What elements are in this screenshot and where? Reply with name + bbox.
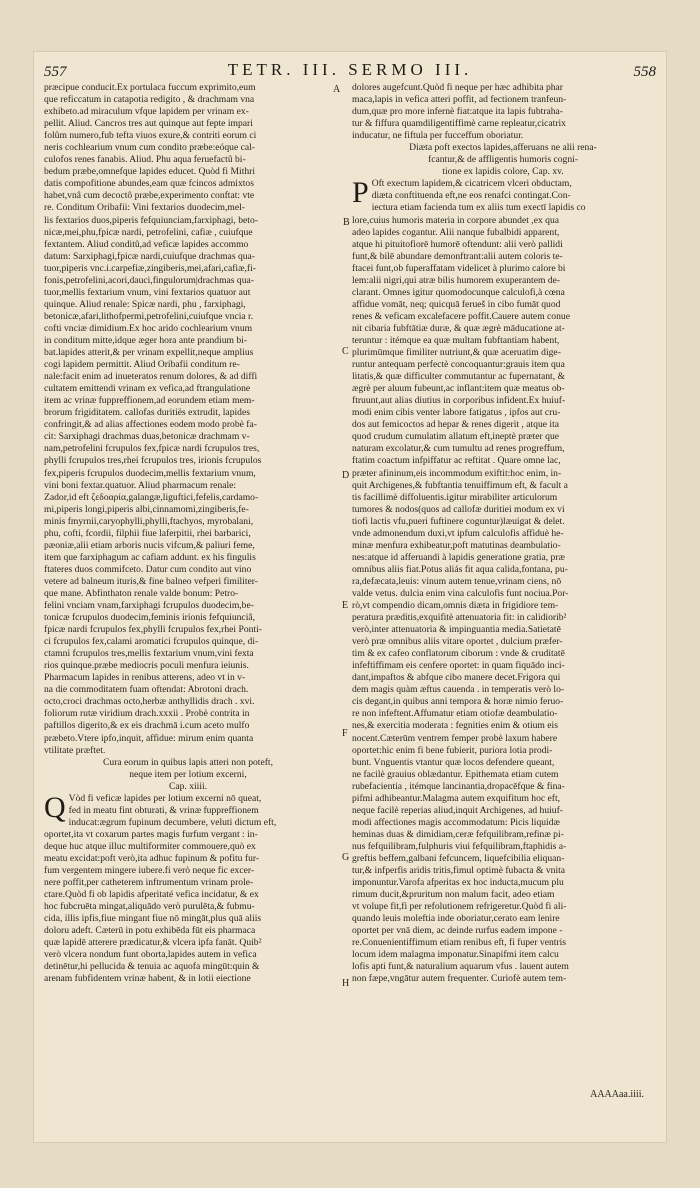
text-line: pifmi adhibeantur.Malagma autem exquifitum hoc eft,	[352, 792, 561, 804]
text-line: oportet per vnā diem, ac deinde rurfus eadem impone -	[352, 925, 563, 937]
text-line: paftillos digerito,& ex eis drachmā i.cum aceto mulfo	[44, 720, 250, 732]
text-line: affidue vomāt, neq; quicquā ferueš in cibo fumāt quod	[352, 298, 561, 310]
text-line: ra,defæcata,leuis: vinum autem tenue,vrinam ciens, nō	[352, 575, 562, 587]
text-line: nam,petrofelini fcrupulos fex,fpicæ nardi fcrupulos tres,	[44, 443, 260, 455]
text-line: teruntur : itémque ea quæ multam fubftantiam habent,	[352, 334, 560, 346]
text-line: que reficcatum in catapotia redigito , & drachmam vna	[44, 94, 255, 106]
text-line: phu, cofti, fcordii, filphii fiue laferpitii, rhei barbarici,	[44, 527, 251, 539]
margin-marker-a: A	[333, 84, 341, 95]
text-line: tur,& infperfis aridis tritis,fimul optimè fubacta & vnita	[352, 865, 566, 877]
text-line: oportet,ita vt coxarum partes magis furfum vergant : in-	[44, 828, 258, 840]
text-line: ne facilè grauius oblædantur. Epithemata etiam cutem	[352, 768, 559, 780]
text-line: omnibus aliis fiat.Potus aliás fit aqua calida,fontana, pu-	[352, 563, 568, 575]
text-line: tumores & nodos(quos ad callofæ duritiei modum ex vi	[352, 503, 565, 515]
text-line: item que farxiphagum ac cafiam addunt. ex his fingulis	[44, 551, 256, 563]
chapter-title-line: neque item per lotium excerni,	[129, 768, 247, 780]
text-line: quæ lapidē atterere prædicatur,& vlcera ipfa fanāt. Quib²	[44, 937, 262, 949]
text-line: nale:facit enim ad inueteratos renum dolores, & ad diffi	[44, 371, 258, 383]
text-line: tim & ex cafeo conflatorum ciborum : vnde & cruditatē	[352, 648, 565, 660]
text-line: runtur antequam perfectè concoquantur:grauis item qua	[352, 359, 565, 371]
text-line: dolores augefcunt.Quòd fi neque per hæc adhibita phar	[352, 82, 563, 93]
text-line: dem magis quàm æftus cauenda . in temperatis verò lo-	[352, 684, 565, 696]
margin-marker-b: B	[343, 217, 350, 228]
text-line: dant,impaftos & abfque cibo manere decet.Frigora qui	[352, 672, 561, 684]
text-line: dos aut femicoctos ad hepar & renes digerit , atque ita	[352, 419, 559, 431]
text-line: vnde admonendum duxi,vt ipfum calculofis affiduè he-	[352, 527, 564, 539]
text-line: minis fmyrnii,caryophylli,phylli,ftachyos, myrobalani,	[44, 515, 254, 527]
book-page	[34, 52, 666, 1142]
text-line: bat.lapides atterit,& per vrinam expellit,neque amplius	[44, 347, 254, 359]
text-line: non fæpe,vngātur autem frequenter. Curiofè autem tem-	[352, 973, 567, 985]
margin-marker-g: G	[342, 852, 350, 863]
text-line: tis facillimè diffoluentis.igitur mirabiliter articulorum	[352, 491, 558, 503]
text-line: ctare.Quòd fi ob lapidis afperitaté vefica incidatur, & ex	[44, 889, 259, 901]
text-line: modi enim cibis venter labore fatigatus , ipfos aut cru-	[352, 407, 561, 419]
text-line: re.Conuenientiffimum etiam renibus eft, fi fuper ventris	[352, 937, 567, 949]
text-line: præcipue conducit.Ex portulaca fuccum exprimito,eum	[44, 82, 256, 93]
text-line: ci fcrupulos fex,calami aromatici fcrupulos quinque, di-	[44, 636, 259, 648]
text-line: neque facilè reperias aliud,inquit Archigenes, ad huiuf-	[352, 804, 563, 816]
text-line: quando leuis moleftia inde oboriatur,cerato eam lenire	[352, 913, 560, 925]
text-line: ftruunt,aut alias diutius in corporibus infident.Ex huiuf-	[352, 395, 566, 407]
right-paragraph-1	[352, 82, 654, 142]
text-line: detinētur,hi pellucida & tenuia ac aquofa mingūt:quin &	[44, 961, 260, 973]
text-line: fed in meatu fint obturati, & vrinæ fuppreffionem	[68, 804, 259, 816]
text-line: confringit,& ad alias affectiones eodem modo probè fa-	[44, 419, 257, 431]
text-line: maca,lapis in vefica atteri poffit, ad fectionem tranfeun-	[352, 94, 567, 106]
text-line: Oft exectum lapidem,& cicatricem vlceri obductam,	[371, 178, 572, 190]
text-line: felini vnciam vnam,farxiphagi fcrupulos duodecim,be-	[44, 600, 254, 612]
text-line: infeftiffimam eis cenfere oportet: in quam fiquādo inci-	[352, 660, 565, 672]
chapter-title-line: tione ex lapidis colore, Cap. xv.	[442, 166, 564, 178]
text-line: præbeto.Vtere ipfo,inquit, affidue: mirum enim quanta	[44, 732, 254, 744]
margin-marker-f: F	[342, 728, 348, 739]
text-line: heminas duas & dimidiam,ceræ fefquilibram,refinæ pi-	[352, 828, 564, 840]
text-line: na die commoditatem fuam oftendat: Abrotoni drach.	[44, 684, 249, 696]
text-line: rubefacientia , itémque lancinantia,dropacēfque & fina-	[352, 780, 565, 792]
text-line: octo,croci drachmas octo,herbæ anthyllidis drach . xvi.	[44, 696, 255, 708]
text-line: adeo lapides cogantur. Alii nanque fubalbidi apparent,	[352, 226, 560, 238]
text-line: tiofi lactis vfu,pueri fuftinere coguntur)læuigat & delet.	[352, 515, 565, 527]
chapter-title-line: fcantur,& de affligentis humoris cogni-	[428, 154, 578, 166]
text-line: ftateres duos commifceto. Datur cum condito aut vino	[44, 563, 252, 575]
text-line: mi,piperis longi,piperis albi,cinnamomi,zingiberis,fe-	[44, 503, 249, 515]
signature-mark: AAAAaa.iiii.	[590, 1089, 644, 1100]
text-line: pæoniæ,alii etiam arboris nucis vifcum,& paliuri feme,	[44, 539, 255, 551]
text-line: in conditum mitte,idque æger hora ante prandium bi-	[44, 334, 248, 346]
text-line: Pharmacum lapides in renibus atterens, adeo vt in v-	[44, 672, 246, 684]
text-line: clarant. Omnes igitur quomodocunque calculofi,à cœna	[352, 286, 565, 298]
chapter-title-line: Diæta poft exectos lapides,afferuans ne alii rena-	[409, 142, 597, 154]
text-line: renes & veficam excalefacere poffit.Cauere autem conue	[352, 310, 570, 322]
text-line: foliorum rutæ viridium drach.xxxii . Probè contrita in	[44, 708, 250, 720]
left-paragraph-2	[44, 790, 332, 986]
text-line: betonicæ,afari,lithofpermi,petrofelini,cuiufque vncia r.	[44, 310, 254, 322]
text-line: lore,cuius humoris materia in corpore abundet ,ex qua	[352, 214, 559, 226]
text-line: exhibeto.ad miraculum vfque lapidem per vrinam ex-	[44, 106, 249, 118]
drop-cap-q: Q	[44, 790, 66, 824]
text-line: imponuntur.Varofa afperitas ex hoc inducta,mucum plu	[352, 877, 564, 889]
text-line: datis compofitione abundes,eam quæ fcincos admixtos	[44, 178, 254, 190]
text-line: inducatur, ne fiftula per fucceffum oboriatur.	[352, 130, 524, 142]
margin-marker-c: C	[342, 346, 349, 357]
text-line: verò præ omnibus aliis vitare oportet , dulcium præfer-	[352, 636, 563, 648]
text-line: fex,piperis fcrupulos duodecim,mellis fextarium vnum,	[44, 467, 256, 479]
text-line: fonis,petrofelini,acori,dauci,fingulorum|drachmas qua-	[44, 274, 254, 286]
text-line: cit: Sarxiphagi drachmas duas,betonicæ drachmam v-	[44, 431, 250, 443]
text-line: ftatim coactum infpiffatur ac reftitat . Quare omne lac,	[352, 455, 561, 467]
text-line: oportet:hic enim fi bene fubierit, puriora lotia prodi-	[352, 744, 553, 756]
drop-cap-p: P	[352, 176, 369, 210]
text-line: dum,quæ pro more infernè fiat:atque ita lapis fubtraha-	[352, 106, 563, 118]
text-line: habet,vnâ cum decoctô præbe,experimento conftat: vte	[44, 190, 255, 202]
text-line: locum idem malagma imponatur.Sinapifmi item calcu	[352, 949, 559, 961]
margin-marker-h: H	[342, 978, 350, 989]
text-line: ægrè per aluum fubeunt,ac inflant:item quæ meatus ob-	[352, 383, 565, 395]
text-line: inducat:ægrum fupinum decumbere, veluti dictum eft,	[68, 816, 277, 828]
text-line: nit cibaria fubftātiæ duræ, & quæ ægrè māducatione at-	[352, 322, 565, 334]
text-line: bedum præbe,omnefque lapides educet. Quòd fi Mithri	[44, 166, 256, 178]
text-line: phylli fcrupulos tres,rhei fcrupulos tres, irionis fcrupulos	[44, 455, 262, 467]
text-line: quit Archigenes,& fubftantia tenuiffimum eft, & facult a	[352, 479, 568, 491]
text-line: naturam excolatur,& cum tumultu ad renes progreffum,	[352, 443, 565, 455]
text-line: atque hi pituitofiorē humorē oftendunt: alii verò pallidi	[352, 238, 563, 250]
text-line: fpicæ nardi fcrupulos fex,phylli fcrupulos fex,rhei Ponti-	[44, 624, 262, 636]
text-line: verò vlcera nondum funt oborta,lapides autem in vefica	[44, 949, 257, 961]
text-line: modi affectiones magis accommodatum: Picis liquidæ	[352, 816, 560, 828]
text-line: lis fextarios duos,piperis fefquiunciam,farxiphagi, beto-	[44, 214, 258, 226]
text-line: pellit. Aliud. Cancros tres aut quinque aut fepte impari	[44, 118, 253, 130]
text-line: verò,inter attenuatoria & impinguantia media.Satietatē	[352, 624, 561, 636]
running-title: TETR. III. SERMO III.	[227, 60, 473, 79]
text-line: nus fefquilibram,fulphuris viui fefquilibram,ftaphidis a-	[352, 840, 567, 852]
text-line: bunt. Vnguentis vtantur quæ locos defendere queant,	[352, 756, 555, 768]
chapter-15-title	[352, 142, 654, 178]
text-line: nere poffit,per catheterem inftrumentum vrinam prole-	[44, 877, 254, 889]
text-line: quod crudum cumulatim allatum eft,ineptè præter que	[352, 431, 560, 443]
text-line: hoc fubcruēta mingat,aliquādo verò purulēta,& fubmu-	[44, 901, 255, 913]
text-line: nocent.Cæterūm ventrem femper probè laxum habere	[352, 732, 558, 744]
text-line: cida, illis ipfis,fiue mingant fiue nō mingāt,plus quā aliis	[44, 913, 262, 925]
text-line: rimum ducit,&pruritum non malum facit, adeo etiam	[352, 889, 555, 901]
text-line: nes,& exercitia moderata : fegnities enim & otium eis	[352, 720, 558, 732]
text-line: fum vergentem mingere iubere.fi verò neque fic excer-	[44, 865, 255, 877]
text-line: præter afininum,eis incommodum exiftit:hoc enim, in-	[352, 467, 562, 479]
left-paragraph-1	[44, 82, 332, 757]
text-line: tuor,mellis fextarium vnum, vini fextarios quatuor aut	[44, 286, 251, 298]
text-line: tonicæ fcrupulos duodecim,feminis irionis fefquiunciâ,	[44, 612, 256, 624]
text-line: vtilitate præftet.	[44, 744, 106, 756]
text-line: re non infeftent.Affumatur etiam otiofæ deambulatio-	[352, 708, 558, 720]
text-line: ctamni fcrupulos tres,mellis fextarium vnum,vini fexta	[44, 648, 254, 660]
text-line: funt,& bilē abundare demonftrant:alii autem coloris te-	[352, 250, 563, 262]
text-line: tuor,piperis vnc.i.carpefiæ,zingiberis,mei,afari,cafiæ,fi-	[44, 262, 256, 274]
text-line: greftis beffem,galbani fefcuncem, liquefcibilia eliquan-	[352, 853, 565, 864]
text-line: fextantem. Aliud conditû,ad veficæ lapides accommo	[44, 238, 249, 250]
text-line: deque huc atque illuc multiformiter commouere,quò ex	[44, 840, 256, 852]
left-column	[44, 82, 332, 986]
text-line: lofis apti funt,& naturalium aquarum vfus . lauent autem	[352, 961, 569, 973]
text-line: re. Conditum Oribafii: Vini fextarios duodecim,mel-	[44, 202, 245, 214]
page-number-left: 557	[44, 64, 67, 80]
text-line: vt volupe fit,fi per refolutionem refrigeretur.Quòd fi ali-	[352, 901, 567, 913]
text-line: iectura etiam facienda tum ex aliis tum exectī lapidis co	[371, 202, 586, 214]
text-line: neris cochlearium vnum cum condito præbe:eóque cal-	[44, 142, 255, 154]
text-line: peratura præditis,exquifitè attenuatoria fit: in calidiorib²	[352, 612, 567, 624]
text-line: arenam fubfidentem vrinæ habent, & in lotii eiectione	[44, 973, 251, 985]
text-line: minæ menfura exhibeatur,poft matutinas deambulatio-	[352, 539, 561, 551]
chapter-title-line: Cura eorum in quibus lapis atteri non poteft,	[103, 756, 273, 768]
text-line: que mane. Abfinthaton renale valde bonum: Petro-	[44, 587, 239, 599]
text-line: tur & fiffura quamdiligentiffimè carne repleatur,cicatrix	[352, 118, 566, 130]
text-line: cis degant,in quibus anni tempora & horæ nimio feruo-	[352, 696, 564, 708]
chapter-14-title	[44, 757, 332, 793]
right-column	[352, 82, 654, 986]
text-line: diæta conftituenda eft,ne eos renafci contingat.Con-	[371, 190, 571, 202]
text-line: item ac vrinæ fuppreffionem,ad eorundem etiam mem-	[44, 395, 255, 407]
text-line: valde vetus. dulcia enim vina calculofis funt nociua.Por-	[352, 587, 569, 599]
text-line: Vòd fi veficæ lapides per lotium excerni nō queat,	[68, 792, 262, 804]
text-line: litatis,& quæ difficulter commutantur ac fupernatant, &	[352, 371, 565, 383]
text-line: nicæ,mei,phu,fpicæ nardi, petrofelini, cafiæ , cuiufque	[44, 226, 253, 238]
margin-marker-d: D	[342, 470, 350, 481]
text-line: Zador,id eft ζεδοαρία,galangæ,liguftici,fefelis,cardamo-	[44, 491, 259, 503]
text-line: vini boni fextar.quatuor. Aliud pharmacum renale:	[44, 479, 237, 491]
text-line: quinque. Aliud renale: Spicæ nardi, phu , farxiphagi,	[44, 298, 246, 310]
text-line: meatu excidat:poft verò,ita adhuc fupinum & pofitu fur-	[44, 853, 260, 864]
text-line: brorum frigiditatem. callofas duritiës extrudit, lapides	[44, 407, 250, 419]
chapter-title-line: Cap. xiiii.	[168, 780, 208, 792]
text-line: ftacei funt,ob fuperaffatam videlicet à plurimo calore bi	[352, 262, 566, 274]
text-line: plurimūmque fimiliter nutriunt,& quæ aceruatim dige-	[352, 347, 561, 359]
text-line: nes:atque id afferuandi à lapidis generatione gratia, præ	[352, 551, 565, 563]
text-line: cogi lapidem permittit. Aliud Oribafii conditum re-	[44, 359, 240, 371]
margin-marker-e: E	[342, 600, 349, 611]
right-paragraph-2	[352, 178, 654, 985]
text-line: rios quinque.præbe mediocris poculi menfura ieiunis.	[44, 660, 249, 672]
text-line: doloru adeft. Cæterū in potu exhibēda fūt eis pharmaca	[44, 925, 256, 937]
text-line: vetere ad balneum ituris,& fine balneo vefperi fimiliter-	[44, 575, 258, 587]
text-line: cultatem emittendi vrinam ex vefica,ad ftrangulatione	[44, 383, 251, 395]
text-line: cofti vnciæ dimidium.Ex hoc arido cochlearium vnum	[44, 322, 253, 334]
text-line: rò,vt compendio dicam,omnis diæta in frigidiore tem-	[352, 600, 559, 612]
text-line: lem:alii nigri,qui atræ bilis humorem exuperantem de-	[352, 274, 561, 286]
running-header	[34, 58, 666, 80]
page-number-right: 558	[633, 64, 656, 80]
text-line: folûm numero,fub tefta viuos exure,& contriti eorum ci	[44, 130, 257, 142]
text-line: datum: Sarxiphagi,fpicæ nardi,cuiufque drachmas qua-	[44, 250, 255, 262]
text-line: culofos renes fanabis. Aliud. Phu aqua feruefactû bi-	[44, 154, 246, 166]
